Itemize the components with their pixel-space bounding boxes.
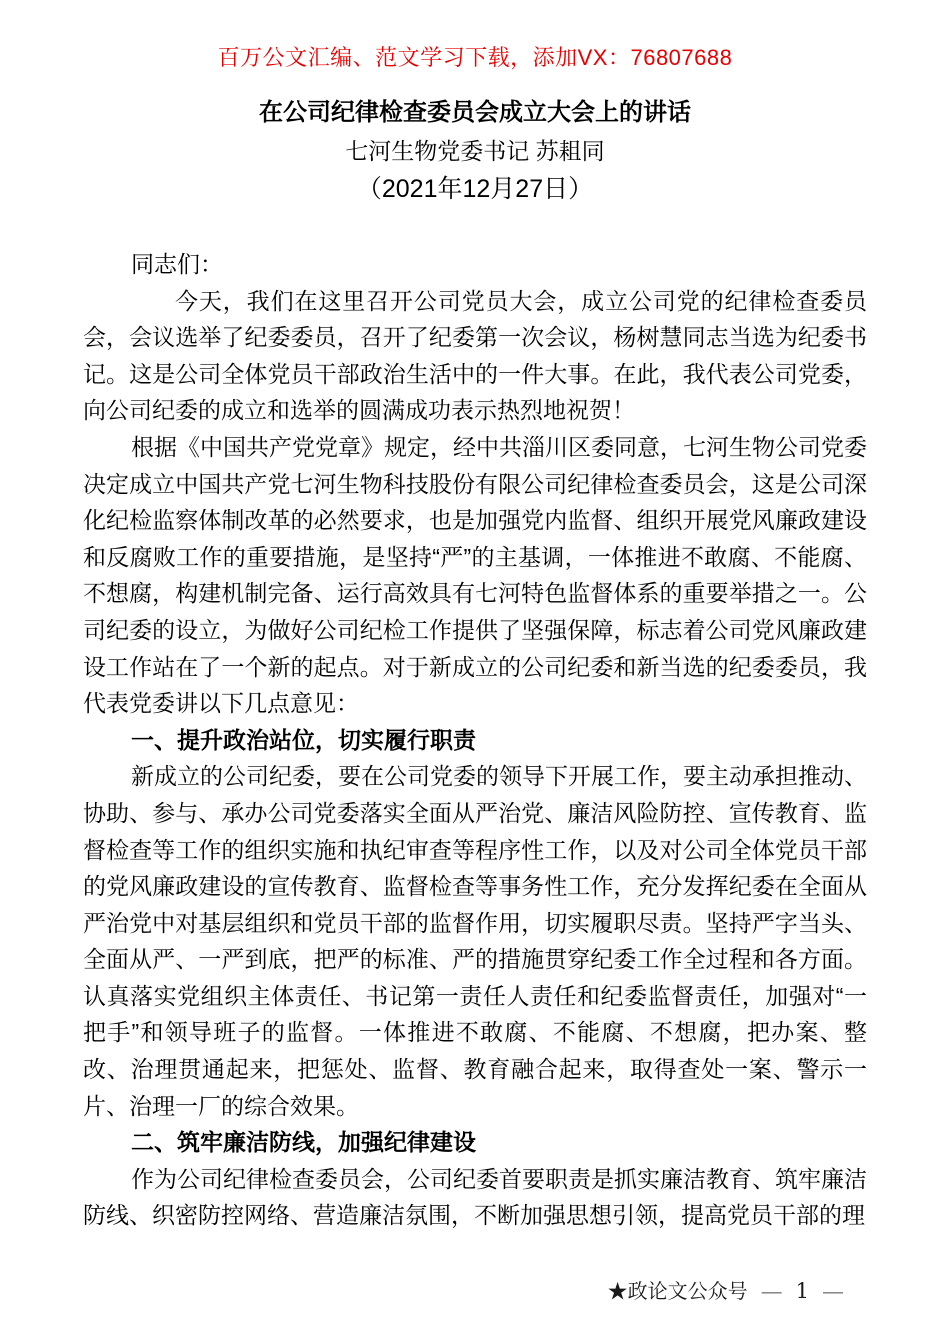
section-heading: 一、提升政治站位，切实履行职责	[131, 726, 476, 753]
paragraph: 作为公司纪律检查委员会，公司纪委首要职责是抓实廉洁教育、筑牢廉洁防线、织密防控网络、营造廉洁氛围，不断加强思想引领，提高党员干部的理	[83, 1165, 867, 1229]
document-date: （2021年12月27日）	[356, 175, 594, 203]
document-byline: 七河生物党委书记 苏耝同	[345, 138, 605, 164]
footer-brand: ★政论文公众号	[607, 1281, 748, 1303]
footer-dash-left: —	[761, 1281, 782, 1303]
document-body	[83, 246, 867, 1234]
page-number: 1	[795, 1279, 809, 1303]
footer-dash-right: —	[823, 1281, 843, 1303]
paragraph: 根据《中国共产党党章》规定，经中共淄川区委同意，七河生物公司党委决定成立中国共产党七河生物科技股份有限公司纪律检查委员会，这是公司深化纪检监察体制改革的必然要求，也是加强党内监督、组织开展党风廉政建设和反腐败工作的重要措施，是坚持“严”的主基调，一体推进不敢腐、不能腐、不想腐，构建机制完备、运行高效具有七河特色监督体系的重要举措之一。公司纪委的设立，为做好公司纪检工作提供了坚强保障，标志着公司党风廉政建设工作站在了一个新的起点。对于新成立的公司纪委和新当选的纪委委员，我代表党委讲以下几点意见：	[83, 433, 867, 717]
page-footer	[608, 1279, 857, 1304]
promo-notice: 百万公文汇编、范文学习下载，添加VX：76807688	[217, 45, 733, 70]
document-title: 在公司纪律检查委员会成立大会上的讲话	[259, 99, 691, 126]
section-heading: 二、筑牢廉洁防线，加强纪律建设	[131, 1129, 476, 1156]
paragraph: 新成立的公司纪委，要在公司党委的领导下开展工作，要主动承担推动、协助、参与、承办公司党委落实全面从严治党、廉洁风险防控、宣传教育、监督检查等工作的组织实施和执纪审查等程序性工作，以及对公司全体党员干部的党风廉政建设的宣传教育、监督检查等事务性工作，充分发挥纪委在全面从严治党中对基层组织和党员干部的监督作用，切实履职尽责。坚持严字当头、全面从严、一严到底，把严的标准、严的措施贯穿纪委工作全过程和各方面。认真落实党组织主体责任、书记第一责任人责任和纪委监督责任，加强对“一把手”和领导班子的监督。一体推进不敢腐、不能腐、不想腐，把办案、整改、治理贯通起来，把惩处、监督、教育融合起来，取得查处一案、警示一片、治理一厂的综合效果。	[83, 763, 867, 1119]
paragraph: 同志们：	[131, 251, 223, 277]
paragraph: 今天，我们在这里召开公司党员大会，成立公司党的纪律检查委员会，会议选举了纪委委员，召开了纪委第一次会议，杨树慧同志当选为纪委书记。这是公司全体党员干部政治生活中的一件大事。在此，我代表公司党委，向公司纪委的成立和选举的圆满成功表示热烈地祝贺！	[83, 287, 867, 424]
